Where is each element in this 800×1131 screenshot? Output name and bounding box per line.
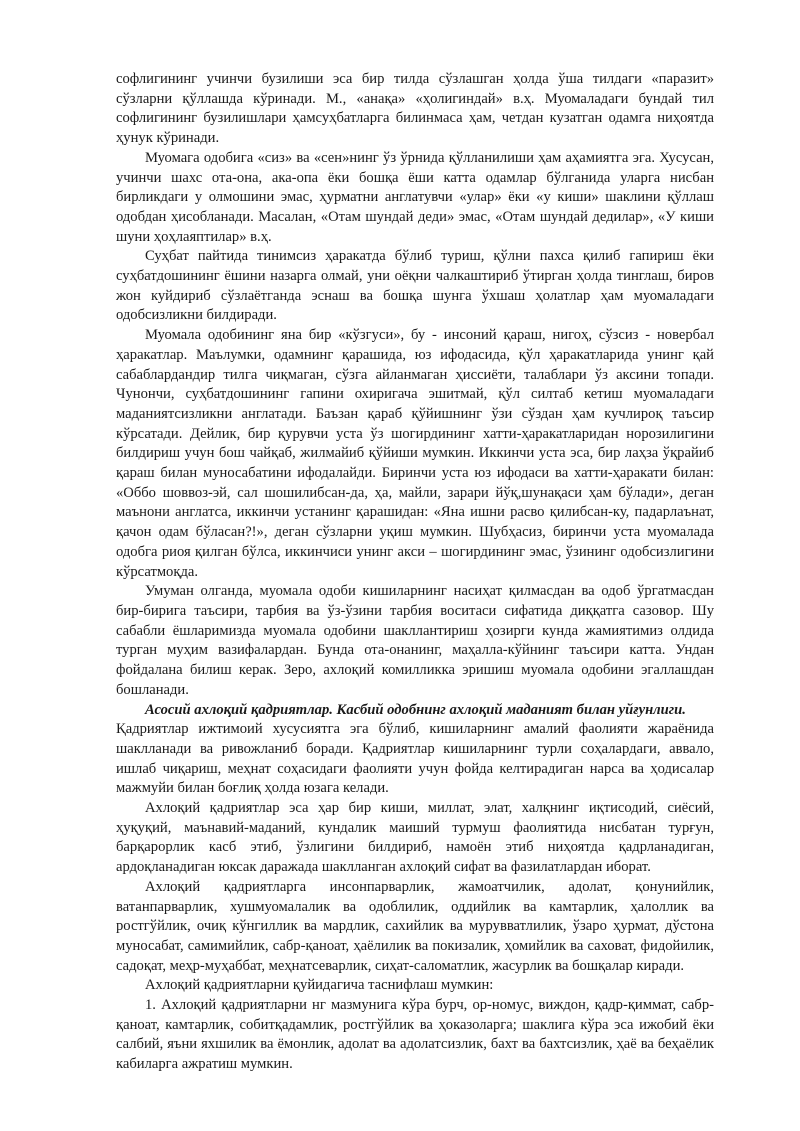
paragraph-1: софлигининг учинчи бузилиши эса бир тилда сўзлашган ҳолда ўша тилдаги «паразит» сўзларни қўллашда кўринади. М., «анақа» «ҳолигиндай» в.ҳ. Муомаладаги бундай тил софлигининг бузилишлари ҳамсуҳбатларга билинмаса ҳам, четдан кузатган одамга ниҳоятда ҳунук кўринади. — [116, 71, 714, 147]
paragraph-5: Умуман олганда, муомала одоби кишиларнинг насиҳат қилмасдан ва одоб ўргатмасдан бир-бирига таъсири, тарбия ва ўз-ўзини тарбия воситаси сифатида диққатга сазовор. Шу сабабли ёшларимизда муомала одобини шакллантириш ҳозирги кунда жамиятимиз олдида турган муҳим вазифалардан. Бунда ота-онанинг, маҳалла-кўйнинг таъсири катта. Ундан фойдалана билиш керак. Зеро, ахлоқий комилликка эришиш муомала одобини эгаллашдан бошланади. — [116, 583, 714, 698]
section-paragraph-1: Қадриятлар ижтимоий хусусиятга эга бўлиб, кишиларнинг амалий фаолияти жараёнида шаклланади ва ривожланиб боради. Қадриятлар кишиларнинг турли соҳалардаги, аввало, ишлаб чиқариш, меҳнат соҳасидаги фаолияти учун фойда келтирадиган нарса ва ҳодисалар мажмуйи билан боғлиқ ҳолда юзага келади. — [116, 721, 714, 797]
section-paragraph-5: 1. Ахлоқий қадриятларни нг мазмунига кўра бурч, ор-номус, виждон, қадр-қиммат, сабр-қаноат, камтарлик, собитқадамлик, ростгўйлик ва ҳоказоларга; шаклига кўра эса ижобий ёки салбий, яъни яхшилик ва ёмонлик, адолат ва адолатсизлик, бахт ва бахтсизлик, ҳаё ва беҳаёлик кабиларга ажратиш мумкин. — [116, 997, 714, 1073]
section-paragraph-4: Ахлоқий қадриятларни қуйидагича таснифлаш мумкин: — [145, 977, 494, 994]
paragraph-2: Муомага одобига «сиз» ва «сен»нинг ўз ўрнида қўлланилиши ҳам аҳамиятга эга. Хусусан, учинчи шахс ота-она, ака-опа ёки бошқа ёши катта одамлар бўлганида уларга нисбан бирликдаги у олмошини эмас, ҳурматни англатувчи «улар» ёки «у киши» шаклини қўллаш одобдан ҳисобланади. Масалан, «Отам шундай деди» эмас, «Отам шундай дедилар», «У киши шуни ҳоҳлаяптилар» в.ҳ. — [116, 149, 714, 245]
section-heading: Асосий ахлоқий қадриятлар. Касбий одобнинг ахлоқий маданият билан уйғунлиги. — [145, 701, 686, 718]
paragraph-4: Муомала одобининг яна бир «кўзгуси», бу - инсоний қараш, нигоҳ, сўзсиз - новербал ҳаракатлар. Маълумки, одамнинг қарашида, юз ифодасида, қўл ҳаракатларида унинг қай сабаблардандир тилга чиқмаган, сўзга айланмаган ҳиссиёти, талаблари ўз аксини топади. Чунончи, суҳбатдошининг гапини охиригача эшитмай, қўл силтаб кетиш муомаладаги маданиятсизликни англатади. Баъзан қараб қўйишнинг ўзи сўздан ҳам кучлироқ таъсир кўрсатади. Дейлик, бир қурувчи уста ўз шогирдининг хатти-ҳаракатларидан норозилигини билдириш учун бош чайқаб, жилмайиб қўйиши мумкин. Иккинчи уста эса, бир лаҳза ўқрайиб қараш билан муносабатини ифодалайди. Биринчи уста юз ифодаси ва хатти-ҳаракати билан: «Оббо шоввоз-эй, сал шошилибсан-да, ҳа, майли, зарари йўқ,шунақаси ҳам бўлади», деган маънони англатса, иккинчи устанинг қарашидан: «Яна ишни расво қилибсан-ку, падарлаънат, қачон одам бўласан?!», деган сўзларни уқиш мумкин. Шубҳасиз, биринчи уста муомалада одобга риоя қилган бўлса, иккинчиси унинг акси – шогирдининг эмас, ўзининг одобсизлигини кўрсатмоқда. — [116, 327, 714, 580]
section-paragraph-2: Ахлоқий қадриятлар эса ҳар бир киши, миллат, элат, халқнинг иқтисодий, сиёсий, ҳуқуқий, маънавий-маданий, кундалик маиший турмуш фаолиятида нисбатан турғун, барқарорлик касб этиб, ўзлигини билдириб, намоён этиб ниҳоятда қадрланадиган, ардоқланадиган юксак даражада шаклланган ахлоқий сифат ва фазилатлардан иборат. — [116, 800, 714, 876]
paragraph-3: Суҳбат пайтида тинимсиз ҳаракатда бўлиб туриш, қўлни пахса қилиб гапириш ёки суҳбатдошининг ёшини назарга олмай, уни оёқни чалкаштириб ўтирган ҳолда тинглаш, биров жон куйдириб сўзлаётганда эснаш ва бошқа шунга ўхшаш ҳолатлар ҳам муомаладаги одобсизликни билдиради. — [116, 248, 714, 324]
section-paragraph-3: Ахлоқий қадриятларга инсонпарварлик, жамоатчилик, адолат, қонунийлик, ватанпарварлик, хушмуомалалик ва одоблилик, оддийлик ва камтарлик, ҳалоллик ва ростгўйлик, очиқ кўнгиллик ва мардлик, сахийлик ва мурувватлилик, ўзаро ҳурмат, дўстона муносабат, самимийлик, сабр-қаноат, ҳаёлилик ва покизалик, ҳомийлик ва саховат, фидойилик, садоқат, меҳр-муҳаббат, меҳнатсеварлик, сиҳат-саломатлик, жасурлик ва бошқалар киради. — [116, 878, 714, 974]
